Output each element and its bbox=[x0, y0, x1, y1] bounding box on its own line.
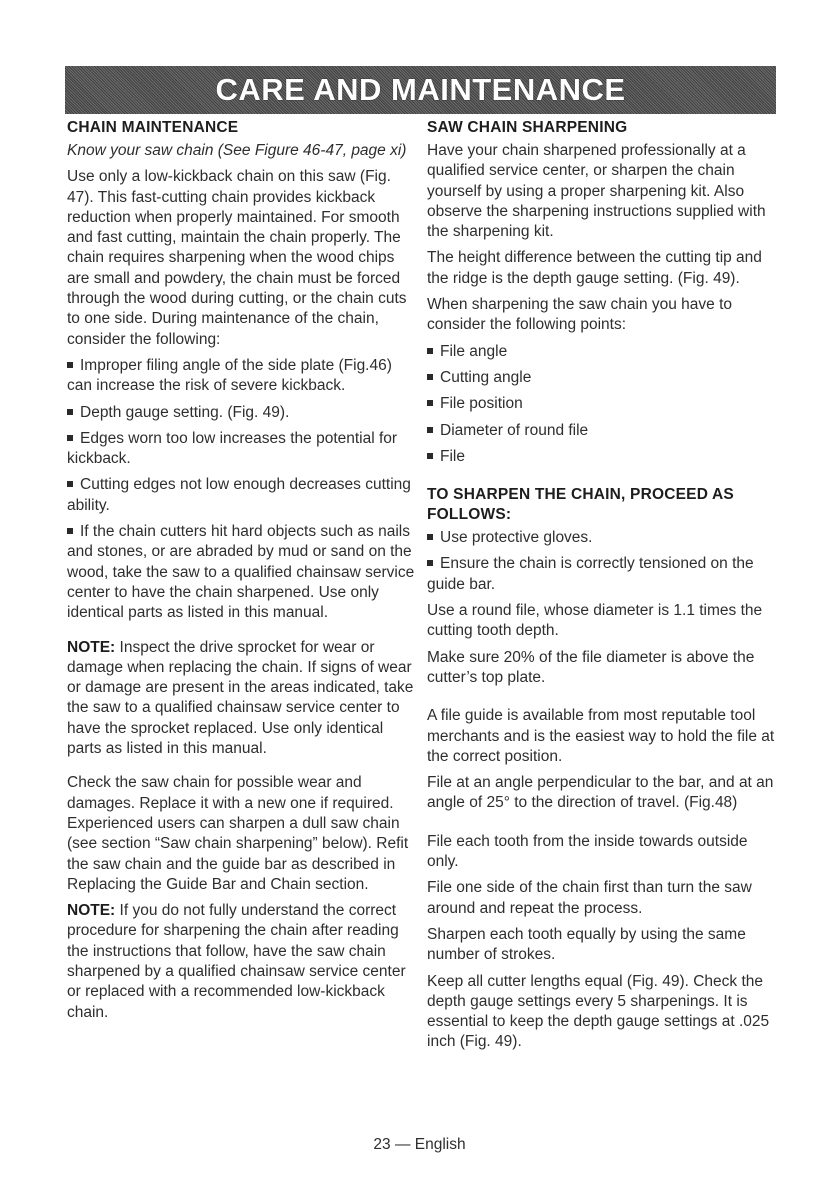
bullet-item: Depth gauge setting. (Fig. 49). bbox=[67, 403, 415, 423]
bullet-square-icon bbox=[427, 374, 433, 380]
bullet-square-icon bbox=[67, 528, 73, 534]
sharpening-p2: The height difference between the cutting tip and the ridge is the depth gauge setting. (Fig. 49). bbox=[427, 249, 762, 287]
procedure-p10: Sharpen each tooth equally by using the same number of strokes. bbox=[427, 925, 746, 964]
step-item: Use protective gloves. bbox=[427, 528, 779, 548]
bullet-item: Cutting edges not low enough decreases cutting ability. bbox=[67, 476, 411, 514]
check-chain-text: Check the saw chain for possible wear and damages. Replace it with a new one if required. Experienced users can sharpen a dull saw chain (see section “Saw chain sharpening” below). Refit the saw chain and the guide bar as described in Replacing the Guide Bar and Chain section. bbox=[67, 774, 409, 893]
point-item: File bbox=[427, 447, 779, 467]
left-column bbox=[67, 118, 415, 1029]
note-sprocket: NOTE: Inspect the drive sprocket for wear or damage when replacing the chain. If signs of wear or damage are present in the areas indicated, take the saw to a qualified chainsaw service center to have the sprocket replaced. Use only identical parts as listed in this manual. bbox=[67, 638, 414, 758]
section-banner bbox=[65, 66, 776, 114]
chain-maintenance-heading: CHAIN MAINTENANCE bbox=[67, 119, 239, 136]
procedure-p4: Use a round file, whose diameter is 1.1 times the cutting tooth depth. bbox=[427, 602, 763, 640]
point-item: File position bbox=[427, 394, 779, 414]
bullet-item: Improper filing angle of the side plate (Fig.46) can increase the risk of severe kickback. bbox=[67, 356, 392, 395]
procedure-p7: File at an angle perpendicular to the bar, and at an angle of 25° to the direction of travel. (Fig.48) bbox=[427, 774, 774, 812]
note-label: NOTE: bbox=[67, 902, 116, 920]
procedure-p8: File each tooth from the inside towards outside only. bbox=[427, 832, 748, 871]
sharpening-heading: SAW CHAIN SHARPENING bbox=[427, 119, 628, 136]
bullet-square-icon bbox=[67, 481, 73, 487]
chain-intro: Use only a low-kickback chain on this saw (Fig. 47). This fast-cutting chain provides kickback reduction when properly maintained. For smooth and fast cutting, maintain the chain properly. The chain requires sharpening when the wood chips are small and powdery, the chain must be forced through the wood during cutting, or the chain cuts to one side. During maintenance of the chain, consider the following: bbox=[67, 168, 407, 348]
right-column bbox=[427, 118, 779, 1059]
point-item: Cutting angle bbox=[427, 368, 779, 388]
step-item: Ensure the chain is correctly tensioned on the guide bar. bbox=[427, 555, 754, 593]
bullet-square-icon bbox=[67, 409, 73, 415]
section-title: CARE AND MAINTENANCE bbox=[215, 72, 626, 107]
bullet-square-icon bbox=[427, 400, 433, 406]
point-item: File angle bbox=[427, 342, 779, 362]
bullet-square-icon bbox=[427, 348, 433, 354]
chain-subtitle: Know your saw chain (See Figure 46-47, page xi) bbox=[67, 142, 407, 159]
procedure-p9: File one side of the chain first than turn the saw around and repeat the process. bbox=[427, 879, 752, 917]
page-footer: 23 — English bbox=[373, 1136, 466, 1153]
procedure-p6: A file guide is available from most reputable tool merchants and is the easiest way to hold the file at the correct position. bbox=[427, 707, 775, 765]
note-sharpening: NOTE: If you do not fully understand the correct procedure for sharpening the chain after reading the instructions that follow, have the saw chain sharpened by a qualified chainsaw service center or replaced with a recommended low-kickback chain. bbox=[67, 902, 406, 1021]
bullet-item: If the chain cutters hit hard objects such as nails and stones, or are abraded by mud or sand on the wood, take the saw to a qualified chainsaw service center to have the chain sharpened. Use only identical parts as listed in this manual. bbox=[67, 523, 415, 622]
bullet-square-icon bbox=[67, 362, 73, 368]
sharpening-p1: Have your chain sharpened professionally at a qualified service center, or sharpen the chain yourself by using a proper sharpening kit. Also observe the sharpening instructions supplied with the sharpening kit. bbox=[427, 142, 766, 241]
bullet-item: Edges worn too low increases the potential for kickback. bbox=[67, 429, 398, 468]
procedure-p11: Keep all cutter lengths equal (Fig. 49). Check the depth gauge settings every 5 sharpenings. It is essential to keep the depth gauge settings at .025 inch (Fig. 49). bbox=[427, 972, 770, 1051]
bullet-square-icon bbox=[67, 435, 73, 441]
point-item: Diameter of round file bbox=[427, 421, 779, 441]
bullet-square-icon bbox=[427, 427, 433, 433]
procedure-heading: TO SHARPEN THE CHAIN, PROCEED AS FOLLOWS: bbox=[427, 486, 734, 524]
sharpening-p3: When sharpening the saw chain you have to consider the following points: bbox=[427, 296, 733, 334]
note-label: NOTE: bbox=[67, 638, 116, 656]
procedure-p5: Make sure 20% of the file diameter is above the cutter’s top plate. bbox=[427, 648, 755, 686]
bullet-square-icon bbox=[427, 453, 433, 459]
bullet-square-icon bbox=[427, 534, 433, 540]
bullet-square-icon bbox=[427, 560, 433, 566]
